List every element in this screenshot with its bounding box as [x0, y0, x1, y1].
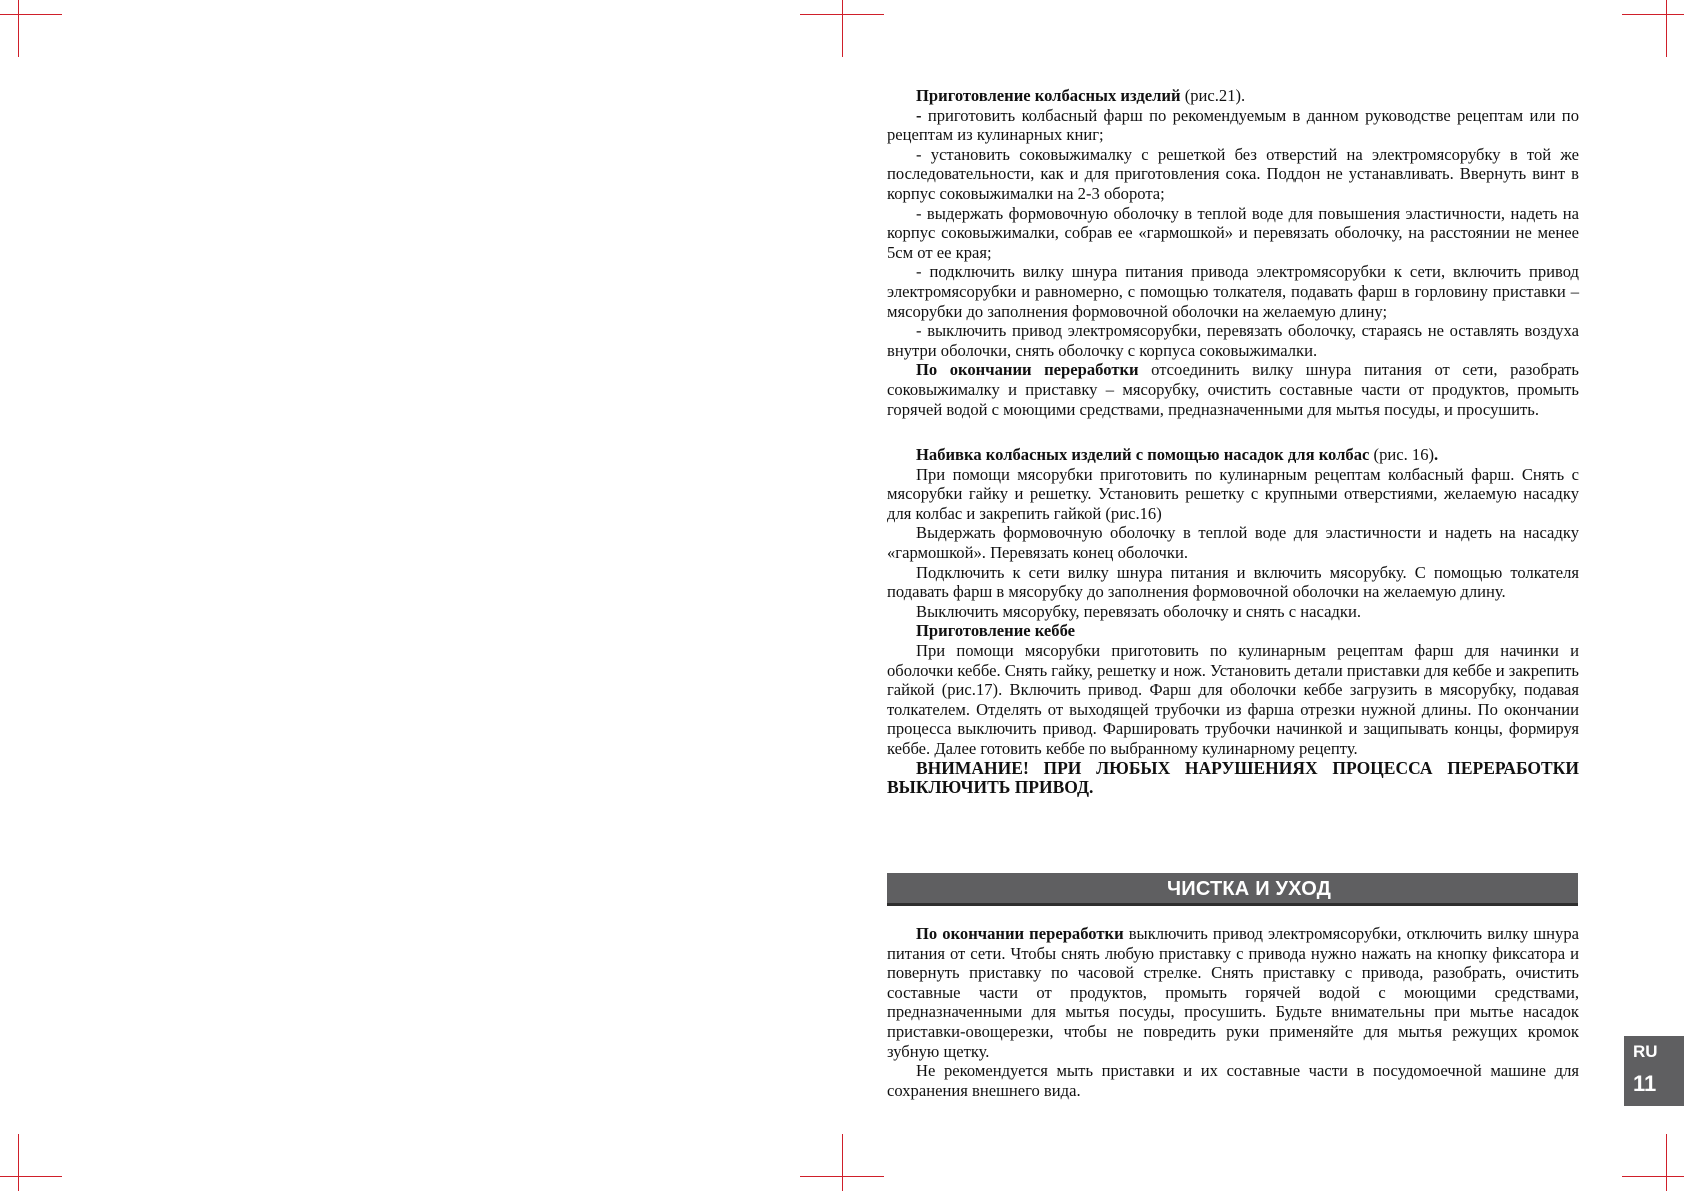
sausage-finish-bold: По окончании переработки [916, 360, 1139, 380]
crop-mark [1622, 14, 1684, 15]
kebbe-title: Приготовление кеббе [916, 621, 1076, 641]
crop-mark [800, 1176, 884, 1177]
crop-mark [842, 1134, 843, 1191]
sausage-step-3: - выдержать формовочную оболочку в теплой воде для повышения эластичности, надеть на корпус соковыжималки, собрав ее «гармошкой» и перевязать оболочку, на расстоянии не менее 5см от ее края; [887, 203, 1579, 262]
sausage-title: Приготовление колбасных изделий [916, 86, 1181, 105]
kebbe-title-paragraph [887, 621, 1579, 641]
crop-mark [800, 14, 884, 15]
cleaning-p1-text: выключить привод электромясорубки, отключить вилку шнура питания от сети. Чтобы снять любую приставку с привода нужно нажать на кнопку фиксатора и повернуть приставку по часовой стрелке. Снять приставку с привода, разобрать, очистить составные части от продуктов, промыть горячей водой с моющими средствами, предназначенными для мытья посуды, просушить. Будьте внимательны при мытье насадок приставки-овощерезки, чтобы не повредить руки применяйте для мытья режущих кромок зубную щетку. [887, 924, 1579, 1061]
stuffing-paragraph-1: При помощи мясорубки приготовить по кулинарным рецептам колбасный фарш. Снять с мясорубки гайку и решетку. Установить решетку с крупными отверстиями, желаемую насадку для колбас и закрепить гайкой (рис.16) [887, 464, 1579, 523]
stuffing-paragraph-3: Подключить к сети вилку шнура питания и включить мясорубку. С помощью толкателя подавать фарш в мясорубку до заполнения формовочной оболочки на желаемую длину. [887, 562, 1579, 602]
sausage-step-5: - выключить привод электромясорубки, перевязать оболочку, стараясь не оставлять воздуха внутри оболочки, снять оболочку с корпуса соковыжималки. [887, 321, 1579, 360]
crop-mark [1666, 0, 1667, 57]
kebbe-paragraph-1: При помощи мясорубки приготовить по кулинарным рецептам фарш для начинки и оболочки кеббе. Снять гайку, решетку и нож. Установить детали приставки для кеббе и закрепить гайкой (рис.17). Включить привод. Фарш для оболочки кеббе загрузить в мясорубку, подавая толкателем. Отделять от выходящей трубочки из фарша отрезки нужной длины. По окончании процесса выключить привод. Фаршировать трубочки начинкой и защипывать концы, формируя кеббе. Далее готовить кеббе по выбранному кулинарному рецепту. [887, 641, 1579, 758]
stuffing-title-paragraph [887, 445, 1579, 465]
cleaning-paragraph-2: Не рекомендуется мыть приставки и их составные части в посудомоечной машине для сохранения внешнего вида. [887, 1061, 1579, 1100]
spacer [887, 419, 1579, 445]
cleaning-text-column [887, 924, 1579, 1100]
sausage-finish-text: отсоединить вилку шнура питания от сети, разобрать соковыжималку и приставку – мясорубку, очистить составные части от продуктов, промыть горячей водой с моющими средствами, предназначенными для мытья посуды, и просушить. [887, 360, 1580, 419]
sausage-step-2: - установить соковыжималку с решеткой без отверстий на электромясорубку в той же последовательности, как и для приготовления сока. Поддон не устанавливать. Ввернуть винт в корпус соковыжималки на 2-3 оборота; [887, 144, 1579, 203]
sausage-step-1-dash: - [916, 105, 922, 125]
crop-mark [18, 1134, 19, 1191]
crop-mark [1622, 1176, 1684, 1177]
crop-mark [1666, 1134, 1667, 1191]
sausage-step-4: - подключить вилку шнура питания привода электромясорубки к сети, включить привод электромясорубки и равномерно, с помощью толкателя, подавать фарш в горловину приставки – мясорубки до заполнения формовочной оболочки на желаемую длину; [887, 262, 1579, 321]
cleaning-section-header [887, 873, 1578, 906]
cleaning-header-title: ЧИСТКА И УХОД [1167, 878, 1332, 900]
crop-mark [0, 1176, 62, 1177]
text-column [887, 86, 1579, 798]
sausage-finish [887, 360, 1579, 419]
sausage-title-paragraph [887, 86, 1579, 106]
stuffing-title: Набивка колбасных изделий с помощью насадок для колбас [916, 445, 1370, 465]
cleaning-paragraph-1 [887, 924, 1579, 1061]
stuffing-title-ref: (рис. 16) [1369, 445, 1435, 465]
crop-mark [18, 0, 19, 57]
crop-mark [842, 0, 843, 57]
kebbe-warning: ВНИМАНИЕ! ПРИ ЛЮБЫХ НАРУШЕНИЯХ ПРОЦЕССА ПЕРЕРАБОТКИ ВЫКЛЮЧИТЬ ПРИВОД. [887, 757, 1579, 798]
cleaning-p1-bold: По окончании переработки [916, 924, 1124, 943]
sausage-title-ref: (рис.21). [1180, 86, 1246, 105]
stuffing-title-dot: . [1434, 445, 1439, 465]
stuffing-paragraph-2: Выдержать формовочную оболочку в теплой воде для эластичности и надеть на насадку «гармошкой». Перевязать конец оболочки. [887, 523, 1579, 563]
sausage-step-1-text: приготовить колбасный фарш по рекомендуемым в данном руководстве рецептам или по рецептам из кулинарных книг; [887, 105, 1579, 145]
page-number: 11 [1633, 1071, 1657, 1096]
stuffing-paragraph-4: Выключить мясорубку, перевязать оболочку и снять с насадки. [916, 601, 1361, 621]
crop-mark [0, 14, 62, 15]
page-tab [1624, 1036, 1684, 1106]
sausage-step-1 [887, 106, 1579, 145]
language-label: RU [1633, 1042, 1658, 1061]
